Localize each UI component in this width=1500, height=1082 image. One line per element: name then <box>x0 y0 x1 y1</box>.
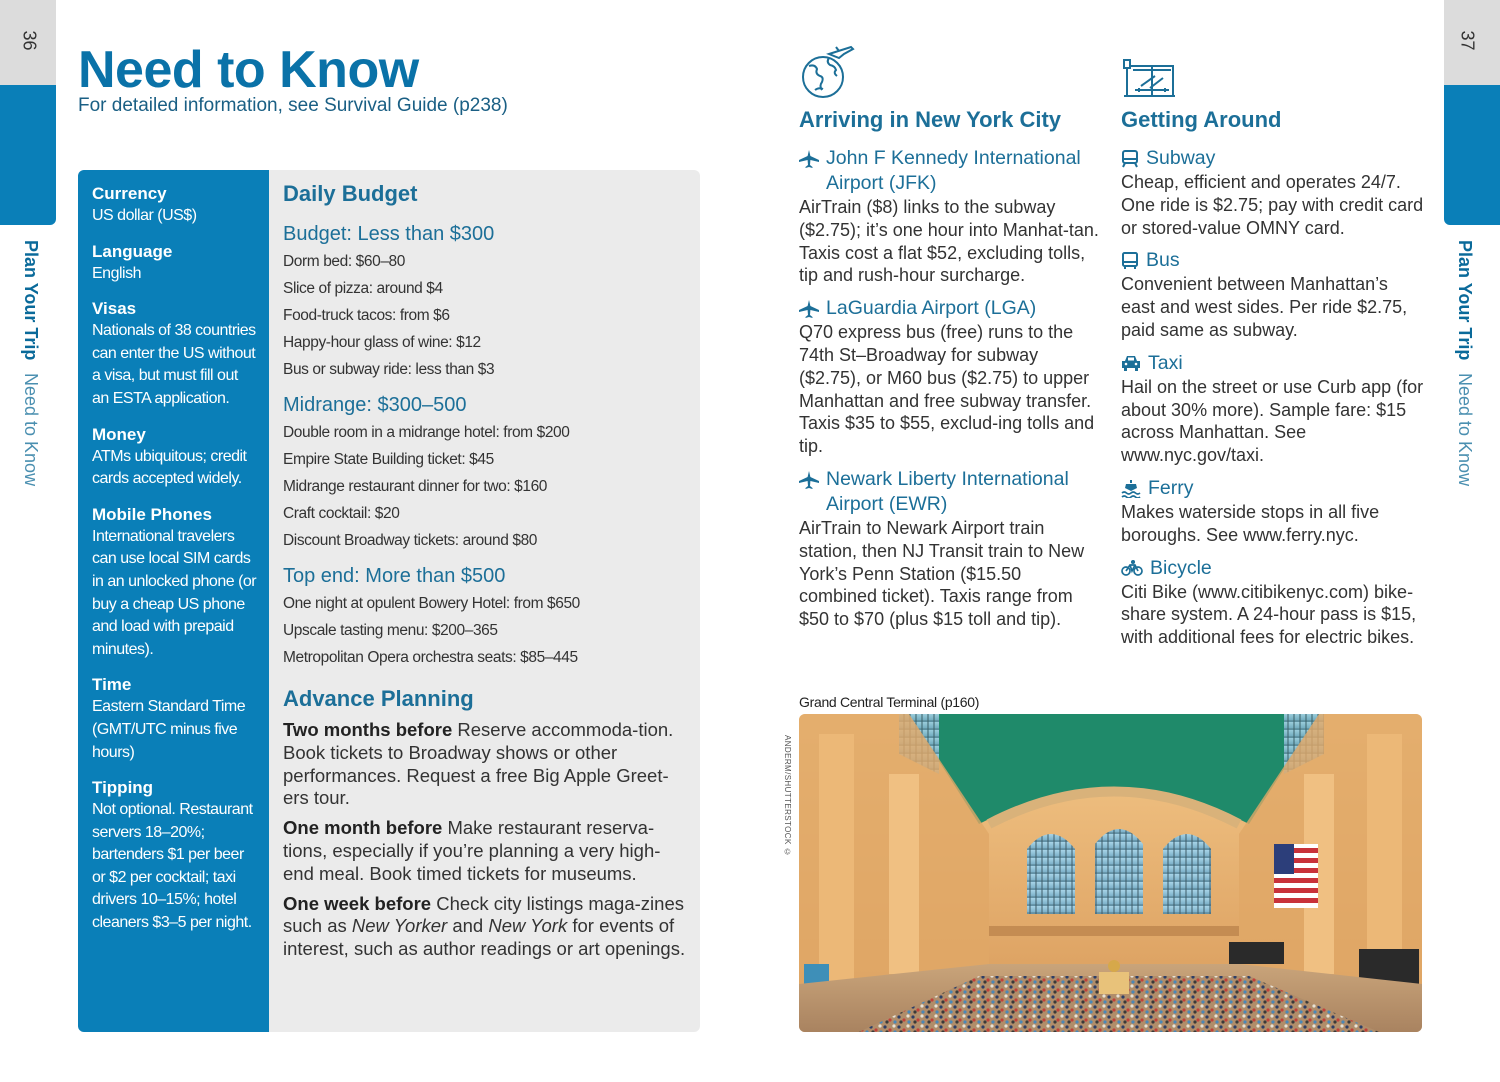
fact-body: US dollar (US$) <box>92 207 197 224</box>
fact-body: Nationals of 38 countries can enter the US without a visa, but must fill out an ESTA application. <box>92 322 256 407</box>
getting-around-heading: Getting Around <box>1121 107 1282 132</box>
fact-title: Mobile Phones <box>92 504 212 524</box>
fact-time <box>92 674 257 764</box>
fact-mobile-phones <box>92 504 257 662</box>
airport-heading <box>799 467 1104 517</box>
airport-name: John F Kennedy International Airport (JFK) <box>826 147 1081 194</box>
airport-name: Newark Liberty International Airport (EWR) <box>826 467 1069 515</box>
mode-body: Convenient between Manhattan’s east and west sides. Per ride $2.75, paid same as subway. <box>1121 274 1408 340</box>
budget-panel <box>269 170 700 1032</box>
fact-language <box>92 241 257 286</box>
mode-name: Subway <box>1146 147 1216 169</box>
tier-heading: Budget: Less than $300 <box>283 223 495 245</box>
mode-ferry <box>1121 476 1426 547</box>
fact-title: Money <box>92 424 146 444</box>
section-color-tab <box>0 85 56 225</box>
airport-lga <box>799 296 1104 458</box>
airport-name: LaGuardia Airport (LGA) <box>826 297 1037 320</box>
airport-heading <box>799 146 1104 196</box>
mode-body: Hail on the street or use Curb app (for about 30% more). Sample fare: $15 across Manhattan. See www.nyc.gov/taxi. <box>1121 376 1424 466</box>
airplane-icon <box>799 150 819 168</box>
fact-title: Visas <box>92 299 137 319</box>
globe-plane-icon <box>799 44 1104 100</box>
running-header <box>1454 240 1475 486</box>
fact-title: Tipping <box>92 778 154 798</box>
getting-around-section <box>1121 44 1426 658</box>
planning-text: for events of interest, such as author readings or art openings. <box>283 915 686 960</box>
running-header-section: Plan Your Trip <box>21 240 41 361</box>
fact-body: English <box>92 264 141 282</box>
planning-one-week <box>283 893 686 961</box>
planning-text: Reserve accommoda-tion. Book tickets to Broadway shows or other performances. Request a free Big Apple Greet-ers tour. <box>283 719 674 809</box>
mode-name: Taxi <box>1148 351 1183 374</box>
running-header-section: Plan Your Trip <box>1455 240 1475 361</box>
tier-item: Dorm bed: $60–80 <box>283 253 405 270</box>
planning-one-month <box>283 817 686 885</box>
mode-heading <box>1121 556 1426 581</box>
mode-name: Ferry <box>1148 476 1194 499</box>
tier-item: Food-truck tacos: from $6 <box>283 307 450 324</box>
fact-body: Not optional. Restaurant servers 18–20%; bartenders $1 per beer or $2 per cocktail; taxi drivers 10–15%; hotel cleaners $3–5 per night. <box>92 801 253 932</box>
mode-body: Makes waterside stops in all five boroughs. See www.ferry.nyc. <box>1121 501 1380 545</box>
photo-credit: ANDERM/SHUTTERSTOCK © <box>783 735 792 857</box>
bus-icon <box>1121 252 1139 270</box>
mode-bicycle <box>1121 556 1426 649</box>
mode-heading <box>1121 351 1426 376</box>
key-facts-panel <box>78 170 269 1032</box>
tier-item: One night at opulent Bowery Hotel: from $650 <box>283 595 580 612</box>
tier-item: Metropolitan Opera orchestra seats: $85–445 <box>283 649 578 666</box>
mode-body: Citi Bike (www.citibikenyc.com) bike-share system. A 24-hour pass is $15, with additional fees for electric bikes. <box>1121 581 1417 648</box>
advance-planning-heading: Advance Planning <box>283 686 474 711</box>
tier-item: Upscale tasting menu: $200–365 <box>283 622 498 639</box>
running-header-chapter: Need to Know <box>1455 373 1475 487</box>
fact-currency <box>92 183 257 228</box>
tier-item: Double room in a midrange hotel: from $200 <box>283 424 570 441</box>
tier-item: Midrange restaurant dinner for two: $160 <box>283 478 548 495</box>
planning-text: Check city listings maga-zines such as <box>283 892 684 937</box>
page-number: 36 <box>19 30 40 51</box>
grand-central-photo <box>799 714 1422 1032</box>
planning-two-months <box>283 719 686 810</box>
tier-item: Craft cocktail: $20 <box>283 505 400 522</box>
page-number: 37 <box>1457 30 1478 51</box>
fact-tipping <box>92 777 257 935</box>
mode-bus <box>1121 248 1426 341</box>
tier-item: Slice of pizza: around $4 <box>283 280 443 297</box>
bicycle-icon <box>1121 560 1143 576</box>
bus-stop-icon <box>1121 44 1426 100</box>
airport-ewr <box>799 467 1104 631</box>
mode-heading <box>1121 476 1426 501</box>
planning-text: and <box>447 915 489 937</box>
subway-icon <box>1121 150 1139 168</box>
airport-body: Q70 express bus (free) runs to the 74th St–Broadway for subway ($2.75), or M60 bus ($2.75) to upper Manhattan and free subway transfer. Taxis $35 to $55, exclud-ing tolls and tip. <box>799 322 1095 457</box>
ferry-icon <box>1121 480 1141 498</box>
airplane-icon <box>799 471 819 489</box>
fact-body: International travelers can use local SIM cards in an unlocked phone (or buy a cheap US phone and load with prepaid minutes). <box>92 527 257 658</box>
section-color-tab <box>1444 85 1500 225</box>
planning-lead: One month before <box>283 817 443 839</box>
budget-tier-budget <box>283 222 686 383</box>
mode-heading <box>1121 248 1426 273</box>
mode-name: Bicycle <box>1150 556 1212 579</box>
fact-title: Currency <box>92 184 167 203</box>
tier-heading: Midrange: $300–500 <box>283 394 467 416</box>
airport-body: AirTrain to Newark Airport train station, then NJ Transit train to New York’s Penn Station ($15.50 combined ticket). Taxis range from $50 to $70 (plus $15 toll and tip). <box>799 517 1085 630</box>
mode-body: Cheap, efficient and operates 24/7. One ride is $2.75; pay with credit card or stored-value OMNY card. <box>1121 172 1424 238</box>
airport-jfk <box>799 146 1104 287</box>
magazine-title: New Yorker <box>351 915 448 937</box>
photo-caption: Grand Central Terminal (p160) <box>799 694 980 710</box>
mode-taxi <box>1121 351 1426 467</box>
planning-lead: Two months before <box>283 719 453 740</box>
page-title: Need to Know <box>78 41 419 99</box>
tier-item: Bus or subway ride: less than $3 <box>283 361 495 378</box>
arriving-section <box>799 44 1104 640</box>
tier-item: Happy-hour glass of wine: $12 <box>283 334 481 351</box>
mode-name: Bus <box>1146 249 1180 272</box>
fact-visas <box>92 298 257 410</box>
fact-title: Time <box>92 675 132 695</box>
tier-item: Discount Broadway tickets: around $80 <box>283 532 538 549</box>
taxi-icon <box>1121 355 1141 371</box>
budget-tier-midrange <box>283 393 686 554</box>
arriving-heading: Arriving in New York City <box>799 107 1062 132</box>
tier-heading: Top end: More than $500 <box>283 565 506 587</box>
running-header <box>20 240 41 486</box>
budget-tier-top-end <box>283 564 686 671</box>
tier-item: Empire State Building ticket: $45 <box>283 451 494 468</box>
page-subtitle: For detailed information, see Survival Guide (p238) <box>78 95 508 116</box>
running-header-chapter: Need to Know <box>21 373 41 487</box>
mode-heading <box>1121 146 1426 171</box>
planning-lead: One week before <box>283 892 432 914</box>
fact-title: Language <box>92 241 173 261</box>
airport-heading <box>799 296 1104 321</box>
planning-text: Make restaurant reserva-tions, especially if you’re planning a very high-end meal. Book timed tickets for museums. <box>283 817 661 884</box>
mode-subway <box>1121 146 1426 239</box>
airplane-icon <box>799 300 819 318</box>
daily-budget-heading: Daily Budget <box>283 181 418 206</box>
airport-body: AirTrain ($8) links to the subway ($2.75); it’s one hour into Manhat-tan. Taxis cost a flat $52, excluding tolls, tip and rush-hour surcharge. <box>799 197 1099 286</box>
fact-body: ATMs ubiquitous; credit cards accepted widely. <box>92 447 247 488</box>
fact-body: Eastern Standard Time (GMT/UTC minus five hours) <box>92 698 246 761</box>
fact-money <box>92 424 257 491</box>
magazine-title: New York <box>488 915 568 937</box>
